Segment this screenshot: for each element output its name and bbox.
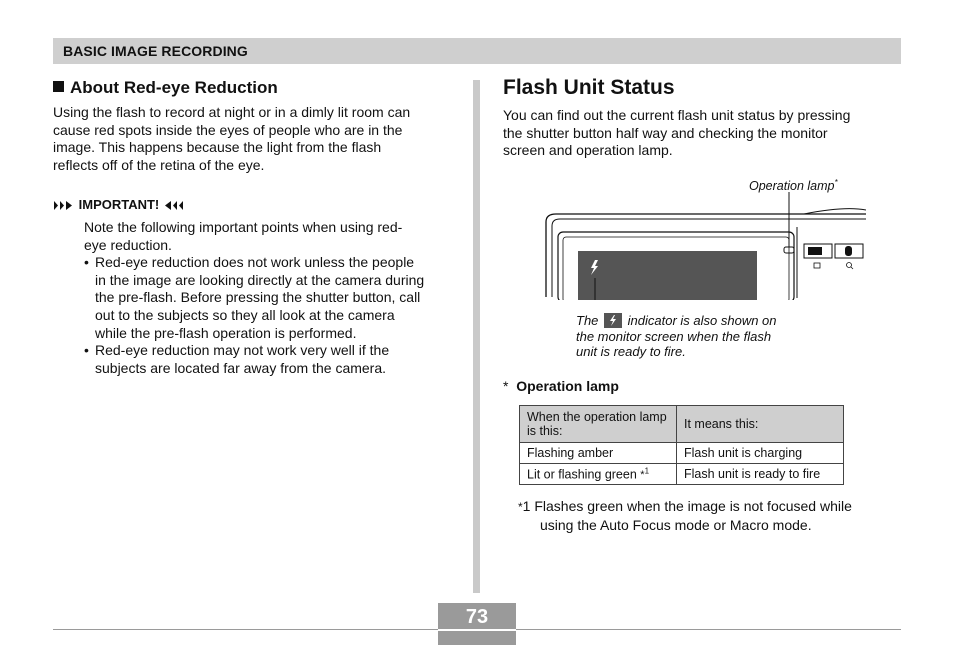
caption-text: The: [576, 313, 599, 328]
note-line: eye reduction.: [84, 236, 172, 253]
bullet-line: • Red-eye reduction may not work very well if the: [95, 342, 390, 359]
footnote: *1 Flashes green when the image is not focused while using the Auto Focus mode or Macro mode.: [518, 498, 852, 533]
bullet-line: in the image are looking directly at the camera during: [95, 271, 425, 288]
table-header-cell: When the operation lamp is this:: [520, 406, 677, 443]
caption-line: unit is ready to fire.: [576, 344, 686, 359]
column-divider: [473, 80, 480, 593]
bullet-line: • Red-eye reduction does not work unless the people: [95, 254, 415, 271]
important-left-icon: [53, 199, 75, 214]
bullet-line: while the pre-flash operation is performed.: [95, 324, 357, 341]
camera-back-illustration: [544, 192, 866, 300]
table-row: [520, 464, 844, 485]
table-header-cell: It means this:: [677, 406, 844, 443]
header-bar: [53, 38, 901, 64]
intro-line: screen and operation lamp.: [503, 142, 673, 159]
bullet-item: [84, 254, 459, 342]
bullet-line: out to the subjects so they all look at the camera: [95, 306, 395, 323]
table-cell-text: Lit or flashing green: [527, 467, 637, 482]
flash-icon: [604, 313, 622, 328]
intro-line: cause red spots inside the eyes of people who are in the: [53, 121, 403, 138]
bullet-line: the pre-flash. Before pressing the shutter button, call: [95, 289, 421, 306]
page-number-box: [438, 603, 516, 645]
table-header-row: [520, 406, 844, 443]
table-cell: Flashing amber: [520, 443, 677, 464]
bullet-line: subjects are located far away from the camera.: [95, 359, 387, 376]
page-number-rule: [438, 629, 516, 631]
caption-text: indicator is also shown on: [627, 313, 777, 328]
table-cell: Flash unit is ready to fire: [677, 464, 844, 485]
footnote-line: using the Auto Focus mode or Macro mode.: [540, 517, 812, 533]
footnote-marker: 1: [522, 498, 531, 514]
red-eye-title-text: About Red-eye Reduction: [70, 78, 278, 97]
operation-lamp-table-title: * Operation lamp: [503, 378, 619, 394]
intro-line: Using the flash to record at night or in a dimly lit room can: [53, 104, 411, 120]
section-header: BASIC IMAGE RECORDING: [63, 43, 248, 59]
operation-lamp-text: Operation lamp: [749, 179, 835, 194]
table-title-text: Operation lamp: [516, 378, 619, 394]
intro-line: image. This happens because the light from the flash: [53, 139, 382, 156]
intro-line: You can find out the current flash unit status by pressing: [503, 107, 851, 123]
operation-lamp-table: [519, 405, 844, 485]
flash-status-title: Flash Unit Status: [503, 76, 675, 99]
intro-line: the shutter button half way and checking the monitor: [503, 124, 828, 141]
caption-line: the monitor screen when the flash: [576, 328, 772, 344]
square-bullet-icon: [53, 81, 64, 92]
important-heading: [53, 197, 185, 214]
table-cell: Lit or flashing green *$^1$: [520, 464, 677, 485]
note-line: Note the following important points when using red-: [84, 219, 403, 235]
important-label: IMPORTANT!: [78, 197, 160, 212]
footnote-line: Flashes green when the image is not focused while: [534, 498, 852, 514]
important-right-icon: [163, 199, 185, 214]
important-notes: [84, 219, 459, 377]
intro-line: reflects off of the retina of the eye.: [53, 156, 265, 173]
operation-lamp-label: Operation lamp*: [749, 178, 838, 194]
flash-indicator-caption: [576, 313, 816, 360]
table-row: [520, 443, 844, 464]
flash-status-intro: [503, 107, 850, 160]
page-number: 73: [465, 606, 489, 628]
red-eye-intro: [53, 104, 410, 174]
table-cell: Flash unit is charging: [677, 443, 844, 464]
red-eye-section-title: [53, 78, 278, 98]
bullet-item: [84, 342, 459, 377]
